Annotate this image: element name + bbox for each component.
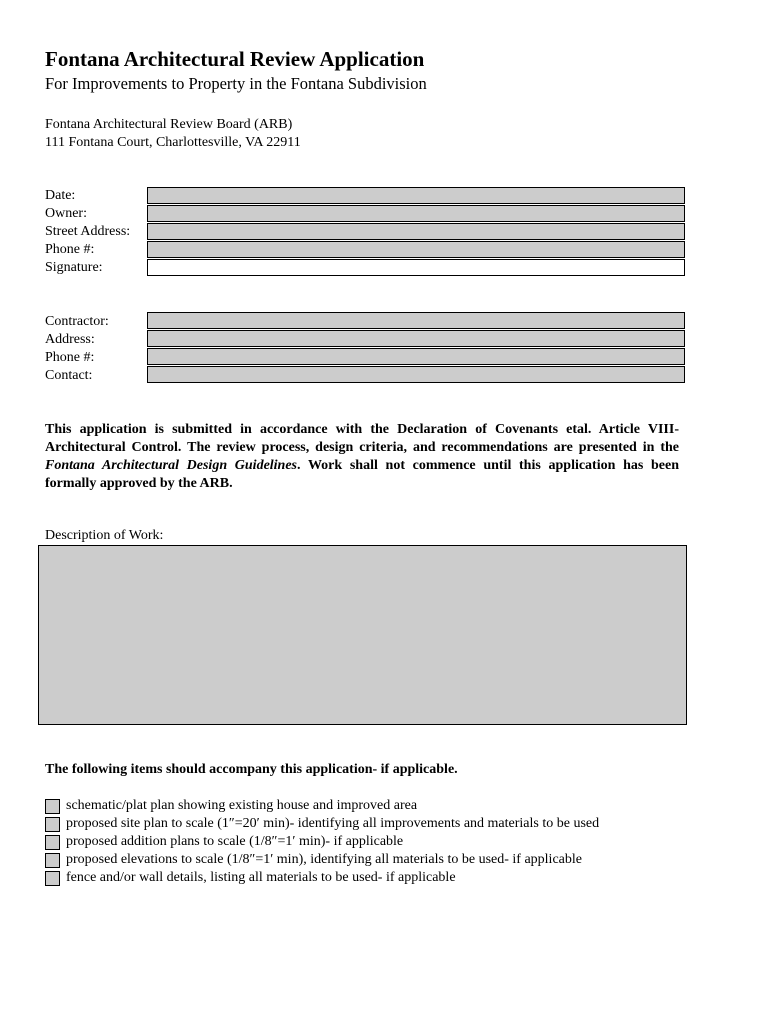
form-subtitle: For Improvements to Property in the Fontana Subdivision <box>45 74 427 93</box>
checklist-item <box>45 833 599 851</box>
checklist-item-label: schematic/plat plan showing existing house and improved area <box>66 798 418 813</box>
board-name: Fontana Architectural Review Board (ARB) <box>45 117 293 132</box>
owner-labels <box>45 187 130 277</box>
description-field[interactable] <box>38 545 687 725</box>
contractor-phone-label: Phone #: <box>45 350 95 365</box>
description-label: Description of Work: <box>45 528 164 543</box>
form-title: Fontana Architectural Review Application <box>45 47 425 71</box>
design-guidelines-title: Fontana Architectural Design Guidelines <box>45 458 298 473</box>
attachments-checklist <box>45 797 599 887</box>
owner-label: Owner: <box>45 206 87 221</box>
statement-part-2: . Work shall not commence until this application has been formally approved by the ARB. <box>45 458 679 491</box>
board-info <box>45 116 301 152</box>
checkbox[interactable] <box>45 835 60 850</box>
contractor-field[interactable] <box>147 312 685 329</box>
checklist-item <box>45 797 599 815</box>
checklist-item-label: proposed site plan to scale (1″=20′ min)- identifying all improvements and materials to be used <box>66 816 600 831</box>
contractor-phone-field[interactable] <box>147 348 685 365</box>
checklist-item <box>45 851 599 869</box>
owner-phone-field[interactable] <box>147 241 685 258</box>
date-field[interactable] <box>147 187 685 204</box>
board-address: 111 Fontana Court, Charlottesville, VA 22911 <box>45 135 301 150</box>
checklist-item-label: proposed elevations to scale (1/8″=1′ min), identifying all materials to be used- if applicable <box>66 852 582 867</box>
contact-field[interactable] <box>147 366 685 383</box>
checklist-item-label: fence and/or wall details, listing all materials to be used- if applicable <box>66 870 456 885</box>
owner-phone-label: Phone #: <box>45 242 95 257</box>
checkbox[interactable] <box>45 871 60 886</box>
statement-part-1: This application is submitted in accordance with the Declaration of Covenants etal. Article VIII-Architectural Control. The review process, design criteria, and recommendations are presented in the <box>45 422 679 455</box>
checklist-item-label: proposed addition plans to scale (1/8″=1′ min)- if applicable <box>66 834 404 849</box>
street-address-field[interactable] <box>147 223 685 240</box>
contractor-address-label: Address: <box>45 332 95 347</box>
checklist-item <box>45 815 599 833</box>
contractor-label: Contractor: <box>45 314 109 329</box>
contact-label: Contact: <box>45 368 93 383</box>
contractor-labels <box>45 313 109 385</box>
signature-label: Signature: <box>45 260 103 275</box>
covenant-statement <box>45 421 679 493</box>
checkbox[interactable] <box>45 817 60 832</box>
owner-field[interactable] <box>147 205 685 222</box>
street-address-label: Street Address: <box>45 224 131 239</box>
checkbox[interactable] <box>45 853 60 868</box>
contractor-address-field[interactable] <box>147 330 685 347</box>
checklist-item <box>45 869 599 887</box>
date-label: Date: <box>45 188 76 203</box>
signature-field[interactable] <box>147 259 685 276</box>
attachments-heading: The following items should accompany this application- if applicable. <box>45 762 458 777</box>
checkbox[interactable] <box>45 799 60 814</box>
